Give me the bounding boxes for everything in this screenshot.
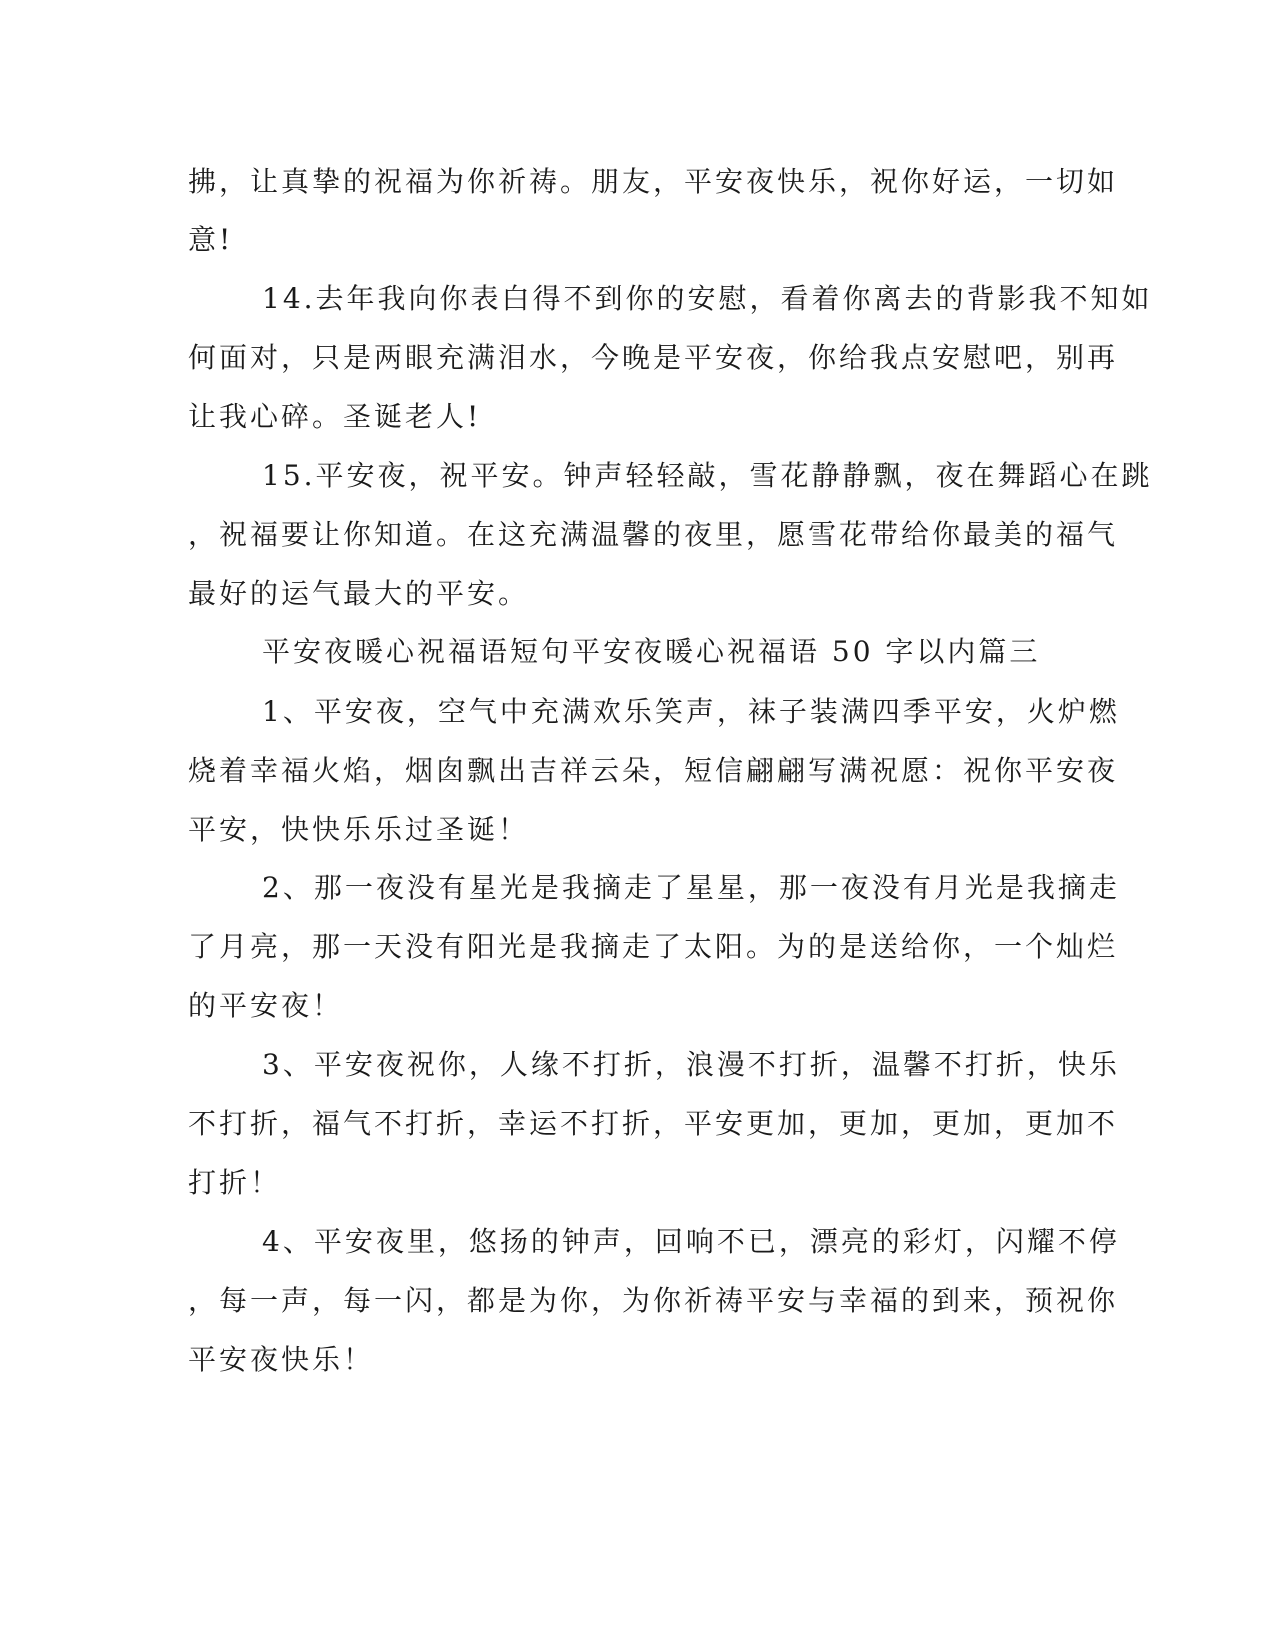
text-line: 最好的运气最大的平安。: [188, 577, 530, 610]
text-line: 平安夜快乐！: [188, 1343, 375, 1376]
text-line: 烧着幸福火焰，烟囱飘出吉祥云朵，短信翩翩写满祝愿：祝你平安夜: [188, 754, 1119, 787]
text-line: 了月亮，那一天没有阳光是我摘走了太阳。为的是送给你，一个灿烂: [188, 930, 1119, 963]
text-line: ，祝福要让你知道。在这充满温馨的夜里，愿雪花带给你最美的福气: [188, 518, 1119, 551]
text-line: 2、那一夜没有星光是我摘走了星星，那一夜没有月光是我摘走: [262, 871, 1120, 904]
text-line: 拂，让真挚的祝福为你祈祷。朋友，平安夜快乐，祝你好运，一切如: [188, 165, 1119, 198]
text-line: 不打折，福气不打折，幸运不打折，平安更加，更加，更加，更加不: [188, 1107, 1119, 1140]
text-line: 意!: [188, 223, 234, 256]
text-line: 15.平安夜，祝平安。钟声轻轻敲，雪花静静飘，夜在舞蹈心在跳: [262, 459, 1153, 492]
text-line: 打折！: [188, 1166, 282, 1199]
text-line: 14.去年我向你表白得不到你的安慰，看着你离去的背影我不知如: [262, 282, 1153, 315]
text-line: 4、平安夜里，悠扬的钟声，回响不已，漂亮的彩灯，闪耀不停: [262, 1225, 1120, 1258]
text-line: 平安，快快乐乐过圣诞！: [188, 813, 530, 846]
text-line: ，每一声，每一闪，都是为你，为你祈祷平安与幸福的到来，预祝你: [188, 1284, 1119, 1317]
text-line: 1、平安夜，空气中充满欢乐笑声，袜子装满四季平安，火炉燃: [262, 695, 1120, 728]
section-heading: 平安夜暖心祝福语短句平安夜暖心祝福语 50 字以内篇三: [262, 635, 1041, 668]
text-line: 何面对，只是两眼充满泪水，今晚是平安夜，你给我点安慰吧，别再: [188, 341, 1119, 374]
text-line: 3、平安夜祝你，人缘不打折，浪漫不打折，温馨不打折，快乐: [262, 1048, 1120, 1081]
text-line: 的平安夜！: [188, 989, 344, 1022]
text-line: 让我心碎。圣诞老人!: [188, 400, 482, 433]
